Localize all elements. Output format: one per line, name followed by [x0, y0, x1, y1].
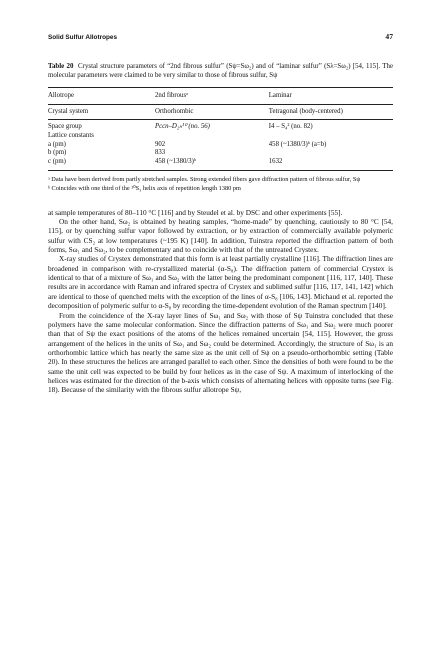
- table-cell: 458 (~1380/3)ᵇ (a=b): [268, 140, 327, 148]
- paragraph: From the coincidence of the X-ray layer lines of Sω₁ and Sω₂ with those of Sψ Tuinstra concluded that these polymers have the same molecular conformation. Since the diffraction patterns of Sω₁ and Sω₂ were much poorer than that of Sψ the exact positions of the atoms of the helices remained uncertain [54, 115]. However, the gross arrangement of the helices in the units of Sω₁ and Sω₂ could be determined. Accordingly, the structure of Sω₁ is an orthorhombic lattice which has nearly the same size as the unit cell of Sψ on a pseudo-orthorhombic setting (Table 20). In these structures the helices are arranged parallel to each other. Since the densities of both were found to be the same the unit cell was expected to be build by four helices as in the case of Sψ. A maximum of interlocking of the helices was estimated for the direction of the b-axis which consists of alternating helices with opposite turns (see Fig. 18). Because of the similarity with the fibrous sulfur allotrope Sψ,: [48, 310, 393, 395]
- table-cell: c (pm): [48, 158, 155, 170]
- table-cell: a (pm): [48, 140, 66, 148]
- table-header-cell: Allotrope: [48, 87, 155, 104]
- table-cell: [269, 149, 393, 158]
- paragraph: On the other hand, Sω₂ is obtained by heating samples, “home-made” by quenching, cautiously to 80 °C [54, 115], or by quenching sulfur vapor followed by extraction, or by extraction of commercially available polymeric sulfur with CS₂ at low temperatures (~195 K) [140]. In addition, Tuinstra reported the diffraction pattern of both forms, Sω₁ and Sω₂, to be complementary and to coincide with that of the untreated Crystex.: [48, 217, 393, 255]
- table-header-cell: 2nd fibrousᵃ: [155, 87, 269, 104]
- table-header-cell: Crystal system: [48, 104, 155, 120]
- table-header-row: [48, 87, 393, 104]
- table-row: [48, 132, 393, 141]
- table-row: [48, 149, 393, 158]
- table-footnote-b: ᵇ Coincides with one third of the ¹⁰S₃ helix axis of repetition length 1380 pm: [48, 185, 241, 193]
- table-cell: [155, 132, 269, 141]
- table-header-cell: Tetragonal (body-centered): [269, 104, 393, 120]
- paragraph: at sample temperatures of 80–110 °C [116] and by Steudel et al. by DSC and other experiments [55].: [48, 207, 343, 217]
- table-cell: 458 (~1380/3)ᵇ: [155, 158, 269, 170]
- table-header-cell: Orthorhombic: [155, 104, 269, 120]
- page-number: 47: [385, 32, 393, 41]
- table-cell: Pccn–D₂ₕ¹⁰ (no. 56): [155, 120, 269, 132]
- paragraph: X-ray studies of Crystex demonstrated that this form is at least partially crystalline [116]. The diffraction lines are broadened in comparison with re-crystallized material (α-S₈). The diffraction pattern of commercial Crystex is identical to that of a mixture of Sω₁ and Sω₂ with the latter being the predominant component [116, 117, 140]. These results are in accordance with Raman and infrared spectra of Crystex and sublimed sulfur [116, 117, 141, 142] which are identical to those of quenched melts with the exception of the lines of α-S₈ [106, 143]. Michaud et al. reported the decomposition of polymeric sulfur to α-S₈ by recording the time-dependent evolution of the Raman spectrum [140].: [48, 254, 393, 311]
- running-title: Solid Sulfur Allotropes: [48, 34, 117, 41]
- running-header: [48, 32, 393, 41]
- table-cell: Lattice constants: [48, 131, 94, 139]
- crystal-parameters-table: [48, 87, 393, 171]
- table-row: [48, 141, 393, 150]
- table-footnote-a: ᵃ Data have been derived from partly stretched samples. Strong extended fibers gave diffraction pattern of fibrous sulfur, Sψ: [48, 175, 361, 183]
- table-caption-text: Crystal structure parameters of “2nd fibrous sulfur” (Sψ=Sω₂) and of “laminar sulfur” (Sλ=Sω₂) [54, 115]. The molecular parameters were claimed to be very similar to those of fibrous sulfur, Sψ: [48, 63, 394, 79]
- table-caption: [48, 63, 393, 81]
- table-cell: b (pm): [48, 149, 67, 157]
- table-cell: Space group: [48, 120, 155, 132]
- table-header-cell: Laminar: [269, 87, 393, 104]
- table-caption-label: Table 20: [48, 63, 74, 70]
- table-cell: 902: [154, 140, 166, 148]
- table-row: [48, 120, 393, 132]
- body-text: [48, 208, 393, 395]
- table-cell: [269, 132, 393, 141]
- table-cell: 1632: [269, 158, 393, 170]
- table-cell: I4 – S₄² (no. 82): [269, 120, 393, 132]
- table-row: [48, 158, 393, 170]
- table-header-row: [48, 104, 393, 120]
- table-cell: 833: [154, 149, 166, 157]
